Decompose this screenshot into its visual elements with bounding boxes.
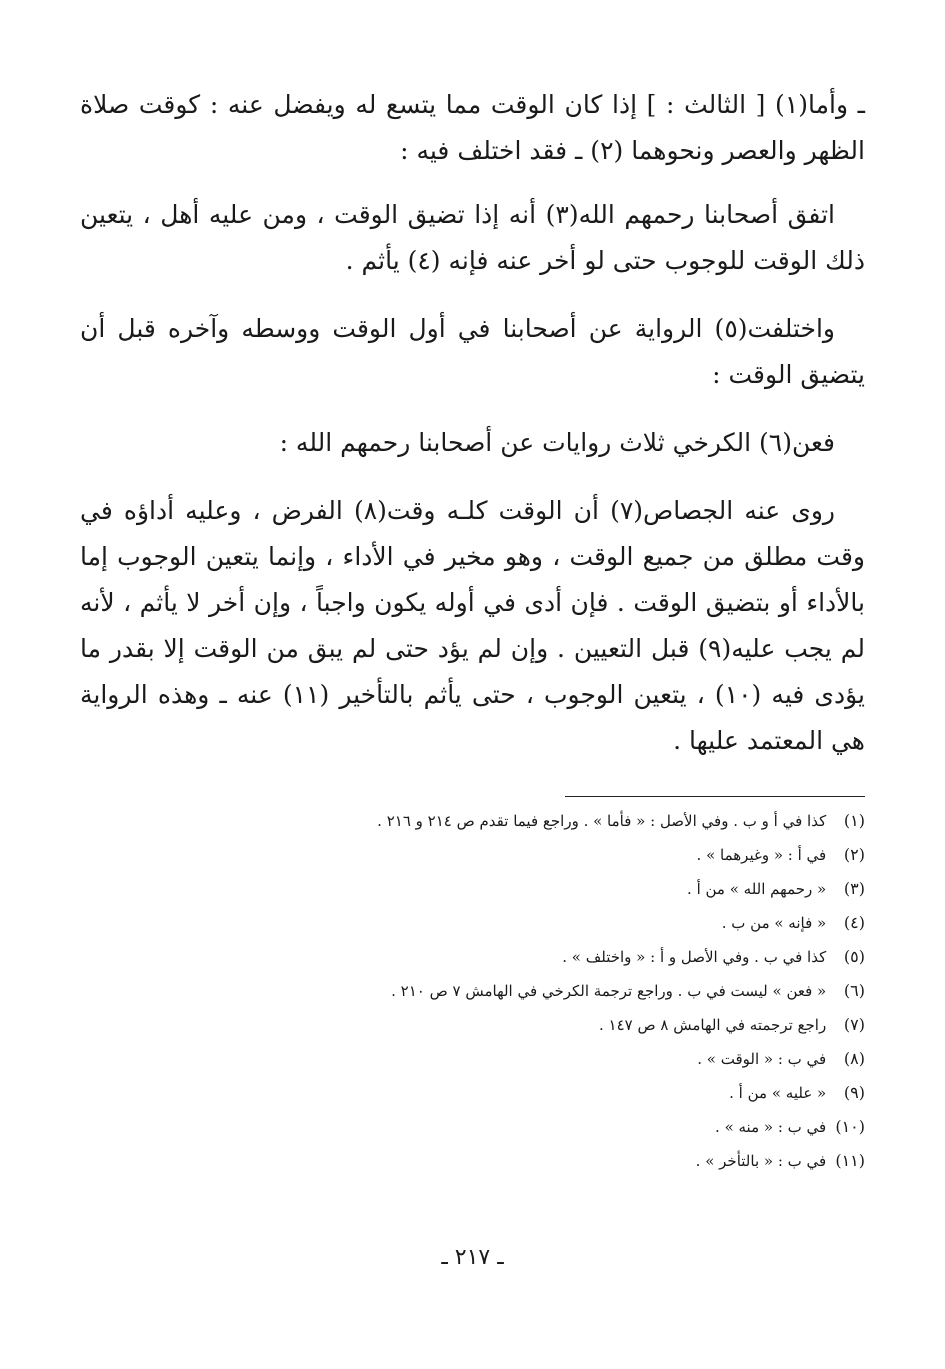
- footnotes-list: [80, 804, 865, 1178]
- footnote-number: (٢): [843, 845, 865, 864]
- footnote-item: [80, 940, 865, 974]
- footnote-text: في ب : « بالتأخر » .: [695, 1152, 827, 1170]
- footnote-text: كذا في أ و ب . وفي الأصل : « فأما » . وراجع فيما تقدم ص ٢١٤ و ٢١٦ .: [377, 812, 827, 830]
- footnote-item: [80, 1144, 865, 1178]
- footnote-number: (١): [843, 811, 865, 830]
- footnote-item: [80, 1008, 865, 1042]
- footnote-item: [80, 974, 865, 1008]
- footnote-text: « عليه » من أ .: [729, 1084, 827, 1102]
- footnote-item: [80, 1110, 865, 1144]
- footnote-number: (٥): [843, 947, 865, 966]
- footnote-text: « فعن » ليست في ب . وراجع ترجمة الكرخي في الهامش ٧ ص ٢١٠ .: [391, 982, 827, 1000]
- footnote-number: (٦): [843, 981, 865, 1000]
- footnote-item: [80, 906, 865, 940]
- paragraph-karkhi: فعن(٦) الكرخي ثلاث روايات عن أصحابنا رحمهم الله :: [279, 428, 835, 457]
- footnote-text: في ب : « منه » .: [715, 1118, 827, 1136]
- footnote-number: (٩): [843, 1083, 865, 1102]
- footnote-text: في أ : « وغيرهما » .: [696, 846, 827, 864]
- footnote-item: [80, 838, 865, 872]
- footnote-number: (١٠): [835, 1117, 865, 1136]
- footnote-item: [80, 1042, 865, 1076]
- footnote-number: (٧): [843, 1015, 865, 1034]
- main-text: [80, 82, 865, 786]
- paragraph-third-case: ـ وأما(١) [ الثالث : ] إذا كان الوقت مما يتسع له ويفضل عنه : كوقت صلاة الظهر والعصر ونحوهما (٢) ـ فقد اختلف فيه :: [80, 90, 865, 165]
- paragraph-jassas: روى عنه الجصاص(٧) أن الوقت كلـه وقت(٨) الفرض ، وعليه أداؤه في وقت مطلق من جميع الوقت ، وهو مخير في الأداء ، وإنما يتعين الوجوب إما بالأداء أو بتضيق الوقت . فإن أدى في أوله يكون واجباً ، وإن أخر لا يأثم ، لأنه لم يجب عليه(٩) قبل التعيين . وإن لم يؤد حتى لم يبق من الوقت إلا بقدر ما يؤدى فيه (١٠) ، يتعين الوجوب ، حتى يأثم بالتأخير (١١) عنه ـ وهذه الرواية هي المعتمد عليها .: [80, 496, 865, 755]
- footnote-number: (٤): [843, 913, 865, 932]
- footnote-item: [80, 872, 865, 906]
- paragraph-disagreement: واختلفت(٥) الرواية عن أصحابنا في أول الوقت ووسطه وآخره قبل أن يتضيق الوقت :: [80, 314, 865, 389]
- footnote-item: [80, 804, 865, 838]
- footnote-item: [80, 1076, 865, 1110]
- footnote-number: (١١): [835, 1151, 865, 1170]
- footnote-separator: [565, 796, 865, 797]
- paragraph-agreement: اتفق أصحابنا رحمهم الله(٣) أنه إذا تضيق الوقت ، ومن عليه أهل ، يتعين ذلك الوقت للوجوب حتى لو أخر عنه فإنه (٤) يأثم .: [80, 200, 865, 275]
- footnote-number: (٣): [843, 879, 865, 898]
- footnote-text: راجع ترجمته في الهامش ٨ ص ١٤٧ .: [599, 1016, 827, 1034]
- footnote-text: كذا في ب . وفي الأصل و أ : « واختلف » .: [562, 948, 827, 966]
- footnote-text: في ب : « الوقت » .: [697, 1050, 827, 1068]
- footnote-text: « فإنه » من ب .: [721, 914, 827, 932]
- footnote-number: (٨): [843, 1049, 865, 1068]
- page-number: ـ ٢١٧ ـ: [441, 1245, 504, 1270]
- footnote-text: « رحمهم الله » من أ .: [687, 880, 827, 898]
